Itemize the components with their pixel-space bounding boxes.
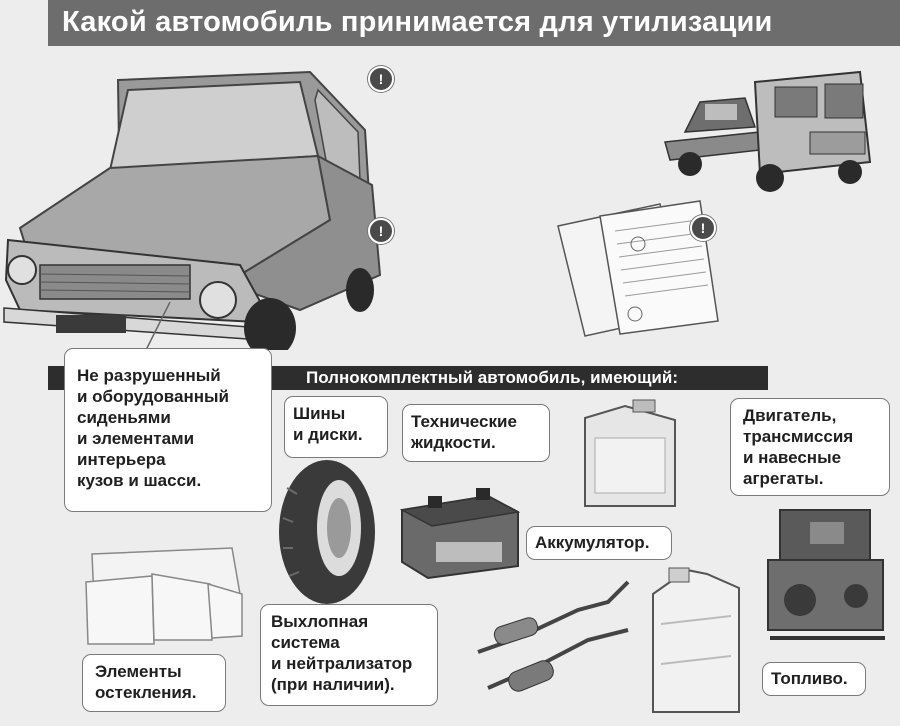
callout-battery [526,526,672,560]
callout-glass-line-2: остекления. [95,683,197,702]
callout-battery-line-1: Аккумулятор. [535,533,650,552]
callout-exhaust-line-4: (при наличии). [271,675,395,694]
callout-engine [730,398,890,496]
callout-fuel-line-1: Топливо. [771,669,848,688]
callout-exhaust [260,604,438,706]
callout-fuel [762,662,866,696]
tire-illustration [275,448,385,608]
callout-fluids-line-1: Технические [411,412,517,431]
subheader-text: Полнокомплектный автомобиль, имеющий: [306,368,678,387]
tow-truck-illustration [660,62,885,197]
callout-body-line-5: интерьера [77,450,166,469]
callout-tires-line-1: Шины [293,404,346,423]
callout-glass [82,654,226,712]
callout-engine-line-3: и навесные [743,448,842,467]
engine-illustration [760,500,895,650]
callout-body-line-1: Не разрушенный [77,366,221,385]
callout-engine-line-1: Двигатель, [743,406,837,425]
warning-badge-roof: ! [368,66,394,92]
callout-engine-line-2: трансмиссия [743,427,854,446]
callout-exhaust-line-3: и нейтрализатор [271,654,413,673]
callout-exhaust-line-1: Выхлопная [271,612,369,631]
callout-body-line-2: и оборудованный [77,387,229,406]
battery-illustration [398,486,523,581]
title-bar [48,0,900,46]
callout-fluids [402,404,550,462]
warning-badge-side: ! [368,218,394,244]
page-title: Какой автомобиль принимается для утилизации [62,6,773,38]
callout-body-line-6: кузов и шасси. [77,471,202,490]
callout-tires-line-2: и диски. [293,425,363,444]
glass-elements-illustration [82,544,247,649]
car-illustration [0,60,400,350]
exhaust-system-illustration [458,576,638,706]
callout-body [64,348,272,512]
fuel-can-illustration [645,564,745,719]
callout-exhaust-line-2: система [271,633,340,652]
callout-fluids-line-2: жидкости. [411,433,496,452]
callout-glass-line-1: Элементы [95,662,182,681]
callout-body-line-3: сиденьями [77,408,171,427]
fluid-canister-illustration [575,398,685,510]
warning-badge-documents: ! [690,215,716,241]
callout-engine-line-4: агрегаты. [743,469,824,488]
callout-body-line-4: и элементами [77,429,195,448]
